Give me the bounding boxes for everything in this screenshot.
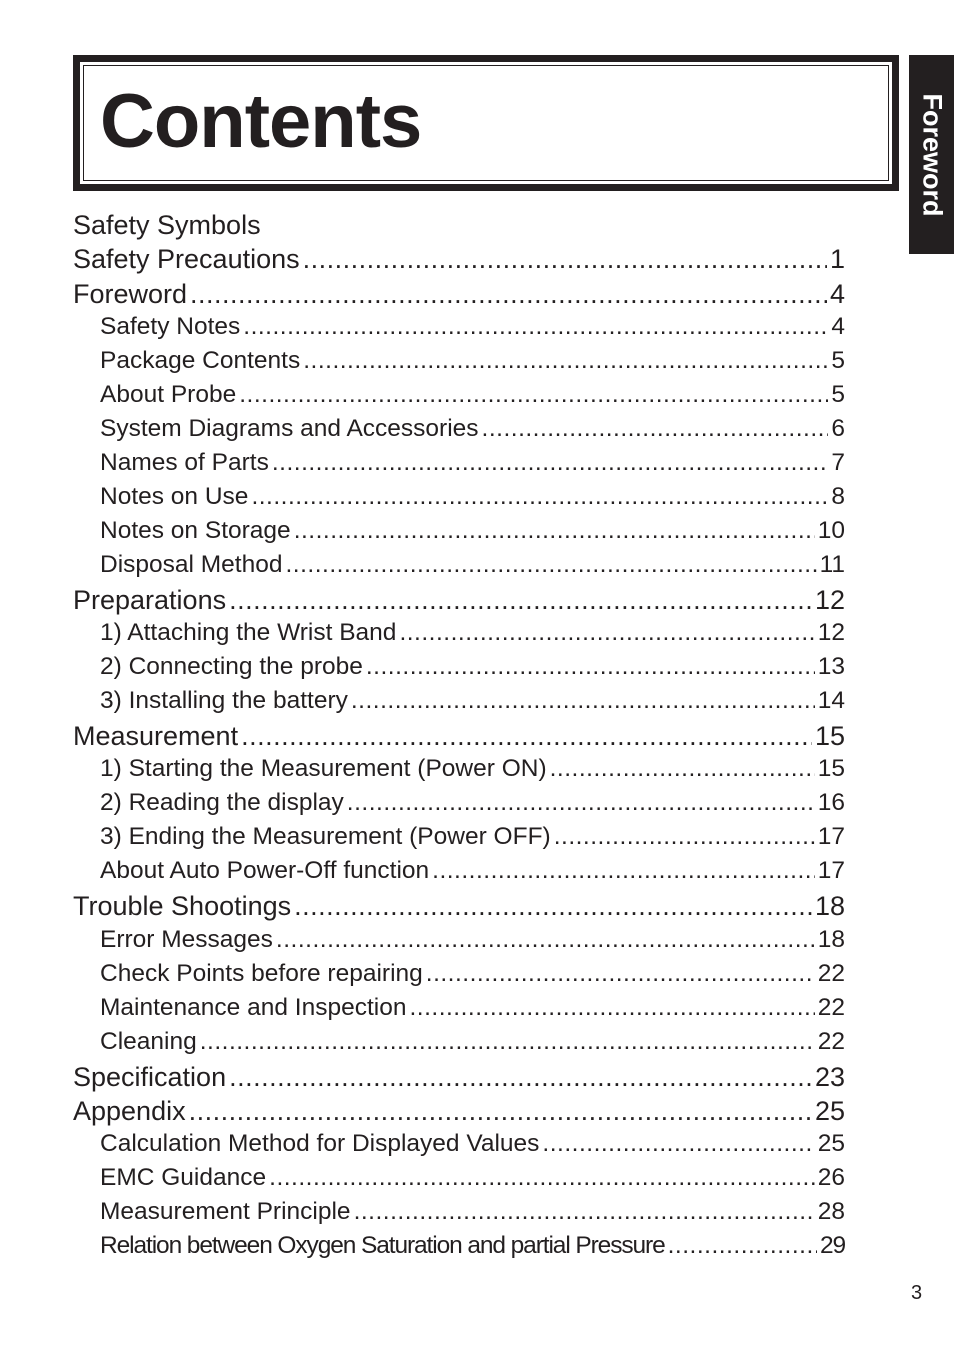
- toc-leader-dots: [229, 585, 812, 616]
- toc-entry-label: 1) Attaching the Wrist Band: [100, 619, 397, 647]
- toc-entry-page: 5: [831, 346, 845, 374]
- toc-leader-dots: [276, 926, 815, 954]
- section-tab-label: Foreword: [917, 92, 947, 217]
- toc-entry[interactable]: [73, 960, 845, 994]
- toc-entry-label: 2) Reading the display: [100, 789, 344, 817]
- toc-leader-dots: [366, 653, 815, 681]
- toc-entry-label: Disposal Method: [100, 550, 283, 578]
- toc-leader-dots: [303, 244, 827, 275]
- toc-leader-dots: [409, 994, 814, 1022]
- toc-leader-dots: [189, 1096, 812, 1127]
- toc-entry-page: 22: [817, 959, 845, 987]
- toc-leader-dots: [243, 313, 828, 341]
- toc-entry-label: Notes on Storage: [100, 516, 291, 544]
- toc-entry[interactable]: [73, 449, 845, 483]
- toc-entry[interactable]: [73, 1130, 845, 1164]
- toc-entry[interactable]: [73, 483, 845, 517]
- toc-leader-dots: [351, 687, 815, 715]
- section-tab: [909, 55, 954, 254]
- toc-entry[interactable]: [73, 347, 845, 381]
- toc-leader-dots: [272, 449, 829, 477]
- toc-entry-label: Maintenance and Inspection: [100, 993, 407, 1021]
- toc-entry[interactable]: [73, 926, 845, 960]
- toc-entry-page: 7: [831, 448, 845, 476]
- toc-leader-dots: [668, 1232, 817, 1260]
- toc-entry[interactable]: [73, 619, 845, 653]
- toc-entry-label: Measurement Principle: [100, 1198, 351, 1226]
- toc-entry-page: 18: [814, 891, 845, 922]
- toc-entry-page: 13: [817, 653, 845, 681]
- toc-entry-page: 17: [817, 823, 845, 851]
- toc-entry[interactable]: [73, 279, 845, 313]
- toc-entry-label: Notes on Use: [100, 482, 249, 510]
- toc-entry-page: 1: [829, 244, 845, 275]
- toc-entry-page: 18: [817, 925, 845, 953]
- toc-entry-page: 26: [817, 1164, 845, 1192]
- toc-entry[interactable]: [73, 585, 845, 619]
- toc-entry[interactable]: [73, 994, 845, 1028]
- toc-entry-page: 29: [819, 1232, 845, 1260]
- toc-entry-page: 11: [819, 550, 845, 578]
- toc-entry-label: Check Points before repairing: [100, 959, 423, 987]
- toc-entry[interactable]: [73, 1164, 845, 1198]
- toc-entry-label: Cleaning: [100, 1027, 197, 1055]
- toc-entry-label: System Diagrams and Accessories: [100, 414, 479, 442]
- page-number: 3: [911, 1282, 923, 1304]
- toc-entry[interactable]: [73, 1028, 845, 1062]
- toc-entry[interactable]: [73, 789, 845, 823]
- toc-leader-dots: [482, 415, 829, 443]
- toc-leader-dots: [554, 823, 815, 851]
- toc-leader-dots: [269, 1164, 815, 1192]
- toc-leader-dots: [294, 517, 815, 545]
- toc-leader-dots: [426, 960, 815, 988]
- toc-leader-dots: [190, 279, 827, 310]
- toc-entry-label: Specification: [73, 1061, 227, 1092]
- toc-entry-label: EMC Guidance: [100, 1164, 267, 1192]
- toc-entry-label: Safety Symbols: [73, 210, 261, 240]
- toc-entry[interactable]: [73, 517, 845, 551]
- toc-entry-page: 15: [814, 721, 845, 752]
- toc-leader-dots: [399, 619, 814, 647]
- toc-entry-page: 16: [817, 789, 845, 817]
- toc-leader-dots: [229, 1062, 812, 1093]
- toc-entry[interactable]: [73, 381, 845, 415]
- toc-leader-dots: [542, 1130, 814, 1158]
- toc-entry-label: About Probe: [100, 380, 237, 408]
- toc-entry[interactable]: [73, 415, 845, 449]
- toc-entry-page: 22: [817, 1027, 845, 1055]
- toc-entry-page: 5: [831, 380, 845, 408]
- toc-entry-label: About Auto Power-Off function: [100, 857, 430, 885]
- toc-entry[interactable]: [73, 1062, 845, 1096]
- toc-entry-label: Relation between Oxygen Saturation and partial Pressure: [100, 1232, 665, 1260]
- toc-leader-dots: [303, 347, 828, 375]
- toc-entry-page: 15: [817, 755, 845, 783]
- toc-entry-page: 12: [814, 584, 845, 615]
- toc-entry[interactable]: [73, 857, 845, 891]
- toc-leader-dots: [239, 381, 828, 409]
- toc-entry[interactable]: [73, 313, 845, 347]
- toc-entry[interactable]: [73, 1096, 845, 1130]
- toc-leader-dots: [241, 721, 812, 752]
- toc-leader-dots: [550, 755, 815, 783]
- toc-entry[interactable]: [73, 721, 845, 755]
- toc-leader-dots: [285, 551, 816, 579]
- toc-entry-page: 10: [817, 516, 845, 544]
- toc-entry-label: 3) Ending the Measurement (Power OFF): [100, 823, 551, 851]
- toc-entry-page: 23: [814, 1061, 845, 1092]
- toc-entry-label: Calculation Method for Displayed Values: [100, 1130, 540, 1158]
- toc-entry-page: 8: [831, 482, 845, 510]
- toc-entry-label: Appendix: [73, 1096, 186, 1127]
- toc-entry-label: 1) Starting the Measurement (Power ON): [100, 755, 547, 783]
- toc-entry[interactable]: [73, 210, 845, 244]
- toc-entry-page: 28: [817, 1198, 845, 1226]
- toc-entry-label: Measurement: [73, 721, 239, 752]
- toc-entry-page: 22: [817, 993, 845, 1021]
- toc-entry-label: Package Contents: [100, 346, 301, 374]
- toc-leader-dots: [294, 891, 812, 922]
- toc-entry[interactable]: [73, 891, 845, 925]
- toc-leader-dots: [251, 483, 828, 511]
- toc-entry-label: Foreword: [73, 278, 188, 309]
- toc-entry[interactable]: [73, 687, 845, 721]
- toc-entry[interactable]: [73, 1232, 845, 1266]
- toc-entry[interactable]: [73, 244, 845, 278]
- toc-entry-label: Preparations: [73, 584, 227, 615]
- toc-entry-label: Safety Precautions: [73, 244, 300, 275]
- title-frame: [73, 55, 899, 191]
- toc-leader-dots: [200, 1028, 815, 1056]
- page-title: Contents: [100, 79, 422, 164]
- toc-entry[interactable]: [73, 653, 845, 687]
- toc-entry-label: Trouble Shootings: [73, 891, 292, 922]
- toc-entry-page: 6: [831, 414, 845, 442]
- toc-leader-dots: [354, 1198, 815, 1226]
- toc-entry[interactable]: [73, 823, 845, 857]
- toc-entry-page: 4: [831, 312, 845, 340]
- toc-entry-label: Error Messages: [100, 925, 273, 953]
- toc-entry-page: 25: [817, 1130, 845, 1158]
- toc-entry-page: 25: [814, 1096, 845, 1127]
- toc-entry-page: 12: [817, 619, 845, 647]
- table-of-contents: [73, 210, 845, 1266]
- toc-entry-label: 2) Connecting the probe: [100, 653, 363, 681]
- toc-entry-label: Safety Notes: [100, 312, 241, 340]
- toc-entry[interactable]: [73, 755, 845, 789]
- toc-leader-dots: [432, 857, 815, 885]
- toc-entry-page: 4: [829, 278, 845, 309]
- toc-entry-page: 17: [817, 857, 845, 885]
- toc-entry-page: 14: [817, 687, 845, 715]
- toc-leader-dots: [347, 789, 815, 817]
- toc-entry-label: Names of Parts: [100, 448, 269, 476]
- toc-entry-label: 3) Installing the battery: [100, 687, 348, 715]
- toc-entry[interactable]: [73, 1198, 845, 1232]
- toc-entry[interactable]: [73, 551, 845, 585]
